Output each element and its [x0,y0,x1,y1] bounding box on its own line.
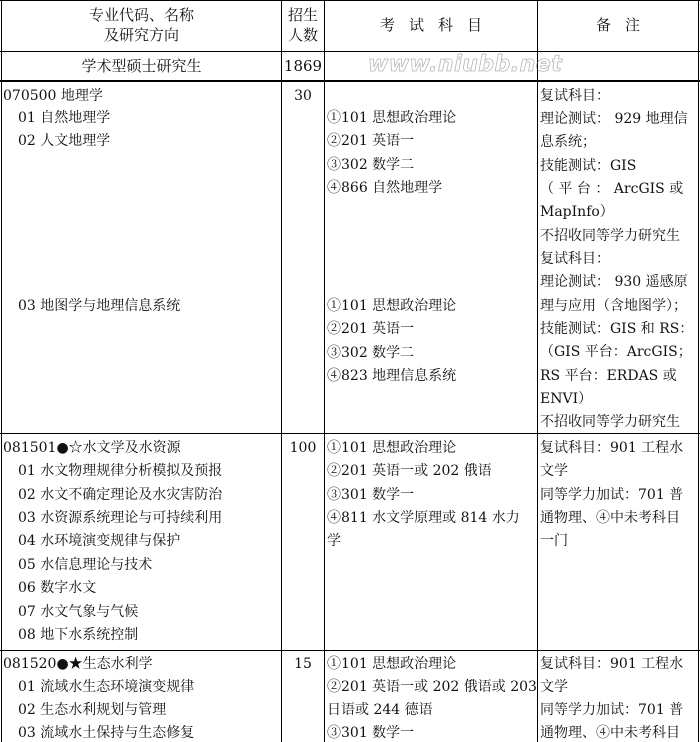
note-line: 不招收同等学力研究生 [540,414,680,430]
enrollment-count: 30 [294,88,312,104]
note-line: 技能测试：GIS 和 RS： [540,321,694,337]
header-exam-subjects: 考试科目 [379,16,496,34]
category-divider [0,80,700,82]
exam-subject: ②201 英语一或 202 俄语 [327,463,492,479]
major-code-070500: 070500 地理学 [3,88,103,104]
research-direction: 02 人文地理学 [18,133,111,149]
col-divider-1 [281,0,282,742]
note-line: 复试科目：901 工程水 [540,440,684,456]
exam-subject: ①101 思想政治理论 [327,110,457,126]
exam-subject: ①101 思想政治理论 [327,656,457,672]
research-direction: 03 水资源系统理论与可持续利用 [18,510,223,526]
note-line: 理与应用（含地图学）； [540,298,687,314]
research-direction: 01 流域水生态环境演变规律 [18,679,195,695]
table-border-top [0,0,700,1]
research-direction: 08 地下水系统控制 [18,627,139,643]
exam-subject: ①101 思想政治理论 [327,298,457,314]
note-line: 理论测试： 930 遥感原 [540,274,688,290]
watermark: www.niubb.net [368,52,563,77]
table-border-left [1,0,2,742]
research-direction: 02 生态水利规划与管理 [18,702,167,718]
note-line: ENVI） [540,391,593,407]
note-line: RS 平台：ERDAS 或 [540,368,677,384]
note-line: 同等学力加试：701 普 [540,487,684,503]
note-line: 复试科目： [540,88,610,104]
header-enrollment: 招生 人数 [287,6,318,44]
exam-subject: 日语或 244 德语 [327,702,433,718]
exam-subject: ③301 数学一 [327,487,415,503]
header-divider [0,51,700,52]
research-direction: 01 水文物理规律分析模拟及预报 [18,463,223,479]
category-label: 学术型硕士研究生 [81,57,202,75]
note-line: 文学 [540,679,568,695]
exam-subject: ④823 地理信息系统 [327,368,457,384]
exam-subject: ④866 自然地理学 [327,180,443,196]
exam-subject: 学 [327,533,341,549]
exam-subject: ②201 英语一或 202 俄语或 203 [327,679,537,695]
research-direction: 01 自然地理学 [18,110,111,126]
research-direction: 06 数字水文 [18,580,97,596]
note-line: （GIS 平台：ArcGIS； [540,344,692,360]
note-line: 技能测试：GIS [540,158,637,174]
research-direction: 03 流域水土保持与生态修复 [18,725,195,741]
major-code-081520: 081520●★生态水利学 [3,656,153,672]
note-line: 一门 [540,533,568,549]
exam-subject: ②201 英语一 [327,321,415,337]
header-major: 专业代码、名称 及研究方向 [88,6,194,44]
note-line: 息系统； [540,134,596,150]
note-line: 文学 [540,463,568,479]
exam-subject: ③302 数学二 [327,157,415,173]
research-direction: 05 水信息理论与技术 [18,557,153,573]
header-notes: 备注 [595,16,654,34]
col-divider-3 [537,0,538,742]
research-direction: 04 水环境演变规律与保护 [18,533,181,549]
note-line: 同等学力加试：701 普 [540,702,684,718]
section-divider-2 [0,650,700,651]
note-line: （ 平 台 ： ArcGIS 或 [540,181,684,197]
note-line: 理论测试： 929 地理信 [540,111,688,127]
note-line: 复试科目： [540,251,610,267]
major-code-081501: 081501●☆水文学及水资源 [3,440,181,456]
note-line: MapInfo） [540,204,614,220]
enrollment-count: 15 [294,656,312,672]
exam-subject: ③302 数学二 [327,345,415,361]
note-line: 通物理、④中未考科目 [540,725,680,741]
enrollment-count: 100 [289,440,317,456]
exam-subject: ③301 数学一 [327,725,415,741]
research-direction: 02 水文不确定理论及水灾害防治 [18,487,223,503]
col-divider-2 [324,0,325,742]
exam-subject: ②201 英语一 [327,133,415,149]
exam-subject: ④811 水文学原理或 814 水力 [327,510,520,526]
research-direction: 03 地图学与地理信息系统 [18,298,181,314]
research-direction: 07 水文气象与气候 [18,604,139,620]
note-line: 不招收同等学力研究生 [540,228,680,244]
exam-subject: ①101 思想政治理论 [327,440,457,456]
table-border-right [698,0,699,742]
category-count: 1869 [283,57,323,75]
note-line: 复试科目：901 工程水 [540,656,684,672]
note-line: 通物理、④中未考科目 [540,510,680,526]
